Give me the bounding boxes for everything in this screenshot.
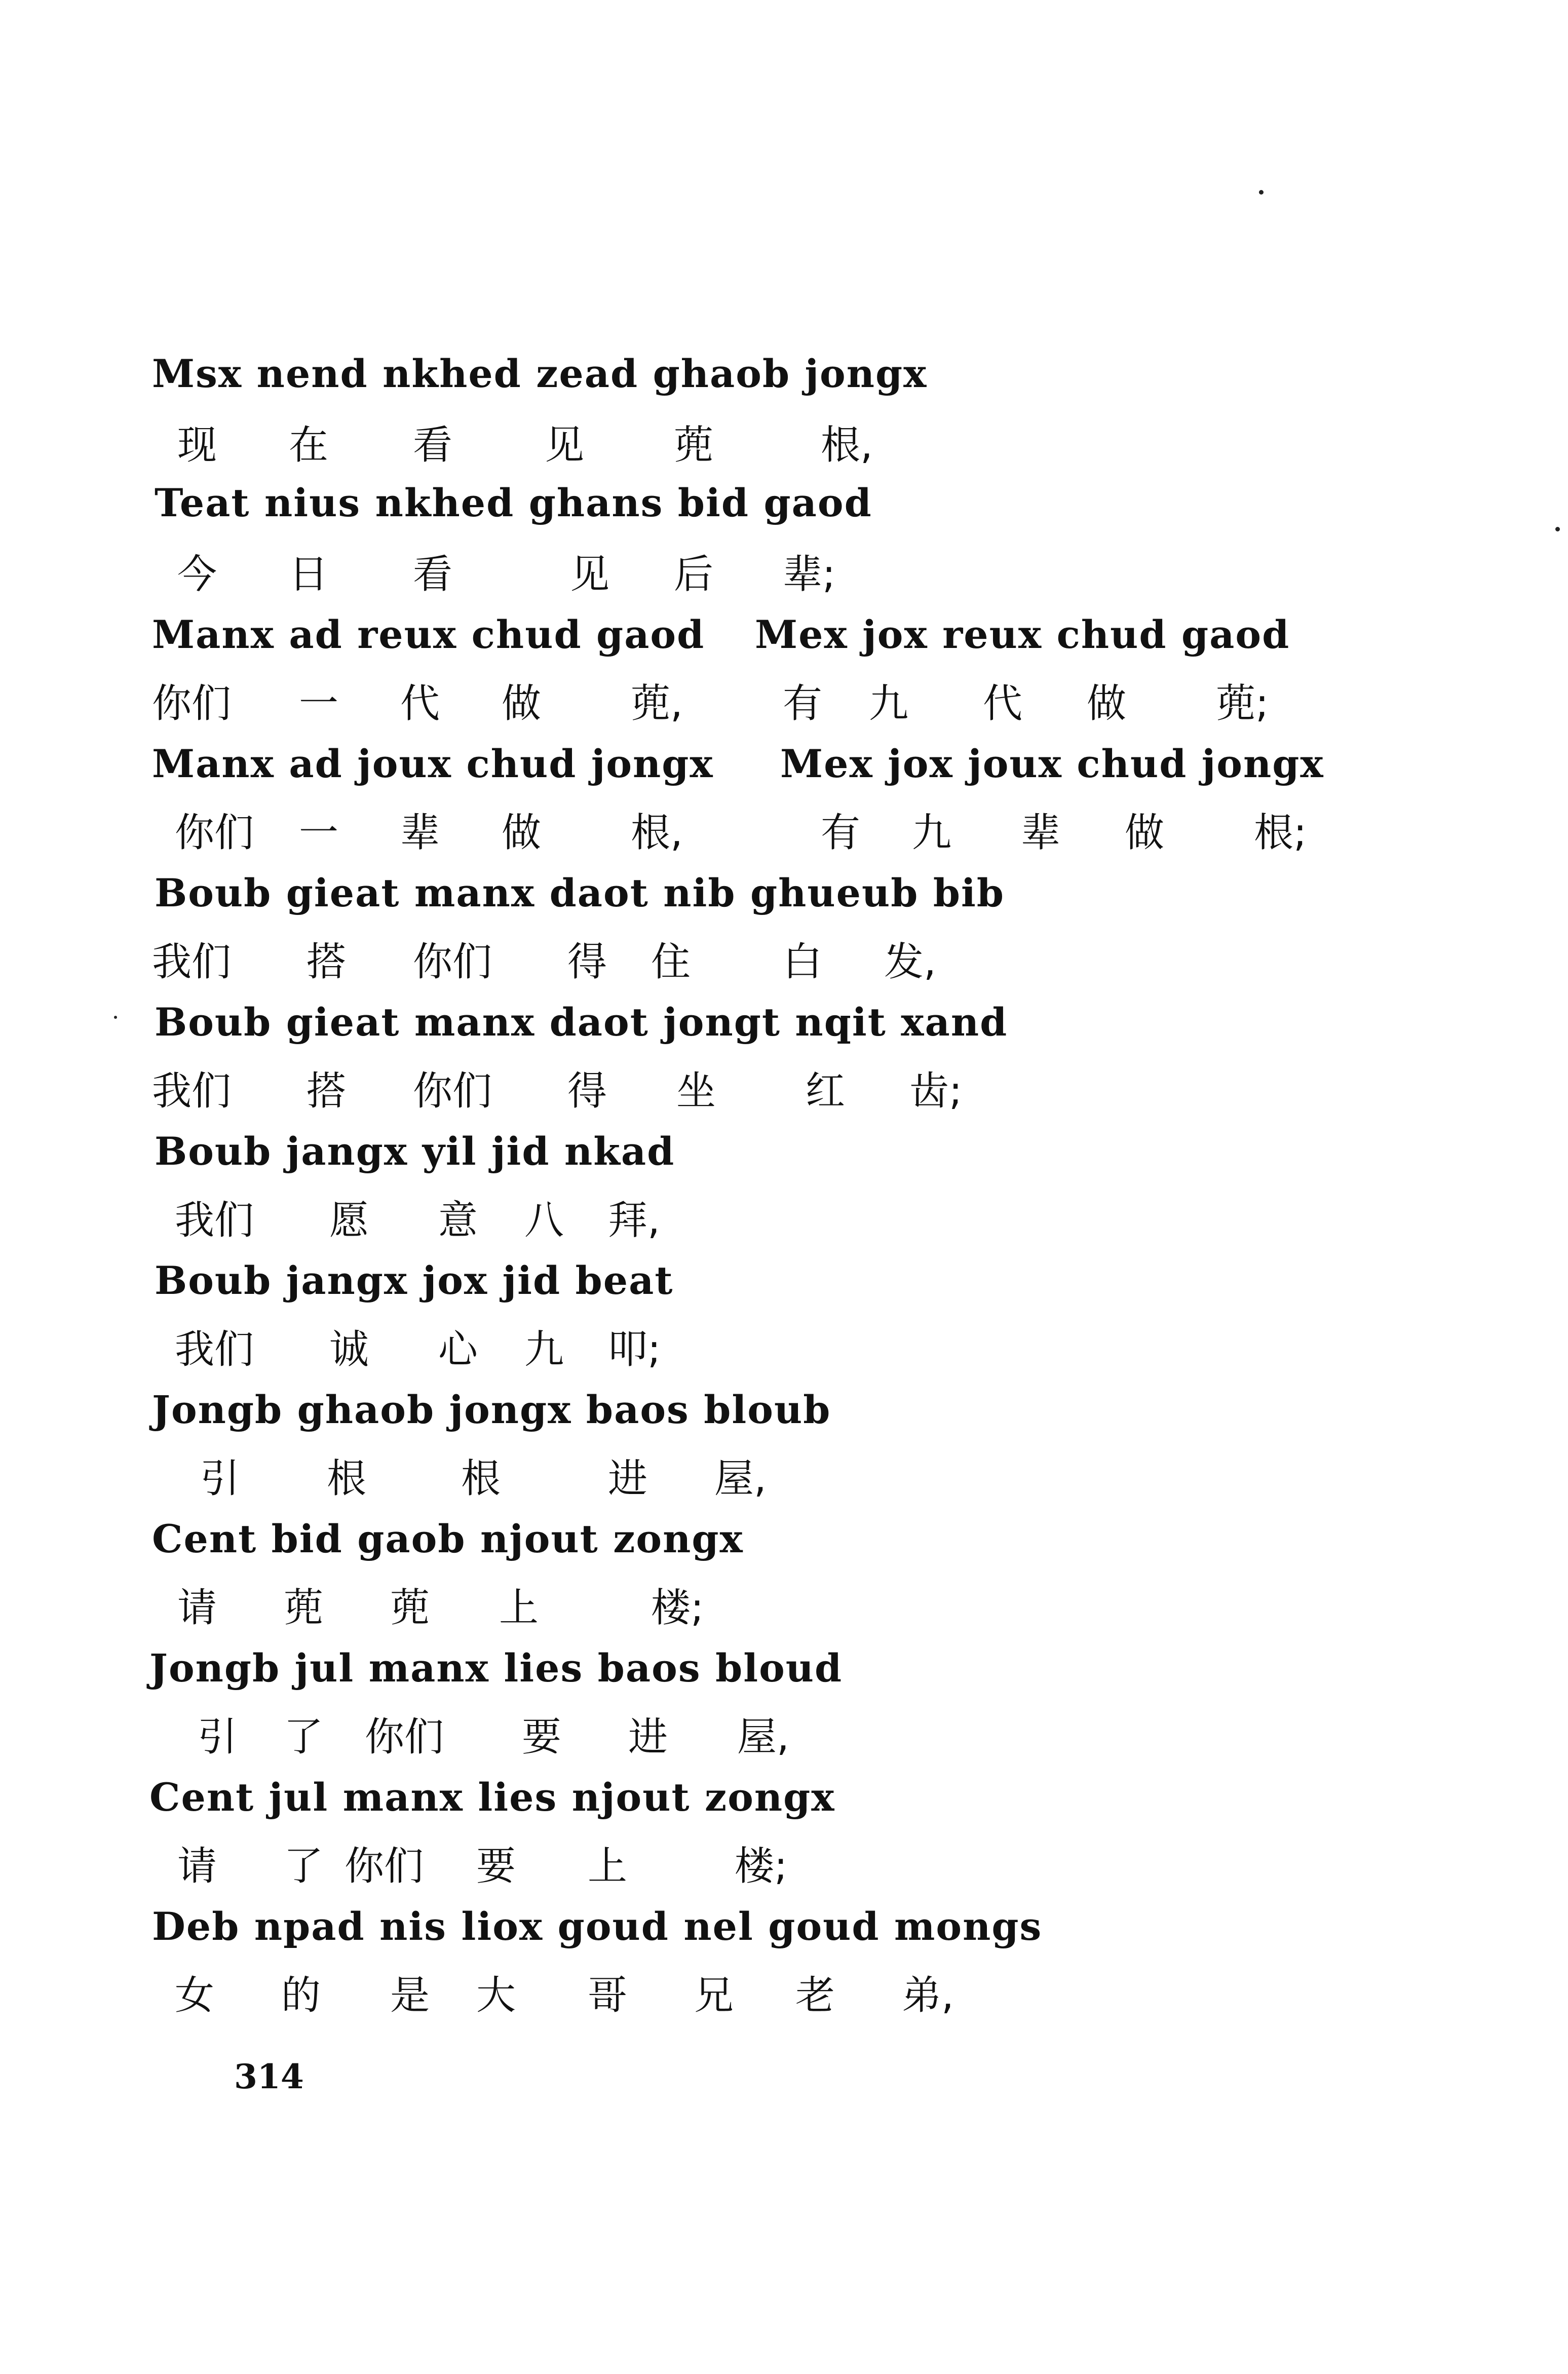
chinese-word: 屋, bbox=[737, 1714, 789, 1760]
scan-speck bbox=[1259, 190, 1264, 195]
chinese-word: 要 bbox=[522, 1714, 562, 1760]
chinese-word: 诚 bbox=[329, 1327, 369, 1372]
chinese-word: 叩; bbox=[608, 1327, 661, 1372]
chinese-word: 做 bbox=[1087, 681, 1127, 726]
chinese-word: 现 bbox=[177, 423, 217, 468]
chinese-word: 见 bbox=[545, 423, 585, 468]
chinese-word: 进 bbox=[608, 1456, 648, 1502]
romanized-text: Boub gieat manx daot jongt nqit xand bbox=[155, 1000, 1008, 1045]
chinese-word: 是 bbox=[390, 1973, 430, 2018]
page-number: 314 bbox=[234, 2057, 304, 2096]
romanized-text: Jongb ghaob jongx baos bloub bbox=[152, 1387, 831, 1432]
chinese-word: 老 bbox=[795, 1973, 835, 2018]
chinese-word: 辈 bbox=[400, 810, 440, 856]
chinese-word: 九 bbox=[524, 1327, 564, 1372]
romanized-text: Jongb jul manx lies baos bloud bbox=[149, 1645, 843, 1691]
chinese-word: 拜, bbox=[608, 1198, 660, 1243]
chinese-word: 做 bbox=[502, 681, 542, 726]
chinese-word: 红 bbox=[806, 1068, 846, 1114]
romanized-text: Boub gieat manx daot nib ghueub bib bbox=[155, 870, 1005, 915]
chinese-word: 弟, bbox=[902, 1973, 954, 2018]
chinese-word: 有 bbox=[821, 810, 861, 856]
chinese-word: 看 bbox=[413, 423, 453, 468]
chinese-word: 白 bbox=[783, 939, 823, 985]
chinese-word: 在 bbox=[289, 423, 329, 468]
chinese-word: 引 bbox=[200, 1456, 240, 1502]
chinese-word: 引 bbox=[198, 1714, 238, 1760]
chinese-word: 请 bbox=[177, 1844, 217, 1889]
chinese-word: 见 bbox=[570, 552, 610, 597]
chinese-word: 代 bbox=[400, 681, 440, 726]
chinese-word: 看 bbox=[413, 552, 453, 597]
chinese-word: 你们 bbox=[413, 1068, 492, 1114]
chinese-word: 蔸 bbox=[674, 423, 714, 468]
chinese-word: 请 bbox=[177, 1585, 217, 1631]
chinese-word: 哥 bbox=[588, 1973, 628, 2018]
chinese-word: 上 bbox=[588, 1844, 628, 1889]
chinese-word: 根 bbox=[461, 1456, 501, 1502]
chinese-word: 我们 bbox=[152, 1068, 232, 1114]
chinese-word: 蔸 bbox=[284, 1585, 324, 1631]
chinese-word: 我们 bbox=[175, 1327, 254, 1372]
chinese-word: 根; bbox=[1254, 810, 1307, 856]
romanized-text: Cent bid gaob njout zongx bbox=[152, 1516, 744, 1561]
chinese-word: 搭 bbox=[307, 1068, 347, 1114]
chinese-word: 九 bbox=[912, 810, 952, 856]
chinese-word: 意 bbox=[438, 1198, 478, 1243]
chinese-word: 心 bbox=[438, 1327, 478, 1372]
romanized-text: Teat nius nkhed ghans bid gaod bbox=[155, 480, 872, 525]
chinese-word: 辈 bbox=[1021, 810, 1061, 856]
chinese-word: 上 bbox=[499, 1585, 539, 1631]
chinese-word: 你们 bbox=[345, 1844, 424, 1889]
chinese-word: 进 bbox=[628, 1714, 668, 1760]
chinese-word: 九 bbox=[869, 681, 909, 726]
chinese-word: 了 bbox=[284, 1844, 324, 1889]
chinese-word: 后 bbox=[674, 552, 714, 597]
romanized-text: Manx ad joux chud jongx bbox=[152, 741, 714, 786]
chinese-word: 你们 bbox=[413, 939, 492, 985]
chinese-word: 根 bbox=[327, 1456, 367, 1502]
chinese-word: 根, bbox=[821, 423, 873, 468]
chinese-word: 代 bbox=[983, 681, 1023, 726]
chinese-word: 兄 bbox=[694, 1973, 734, 2018]
romanized-text: Boub jangx jox jid beat bbox=[155, 1258, 674, 1303]
chinese-word: 日 bbox=[289, 552, 329, 597]
chinese-word: 大 bbox=[476, 1973, 516, 2018]
chinese-word: 做 bbox=[502, 810, 542, 856]
chinese-word: 要 bbox=[476, 1844, 516, 1889]
chinese-word: 的 bbox=[281, 1973, 321, 2018]
chinese-word: 齿; bbox=[909, 1068, 963, 1114]
chinese-word: 蔸; bbox=[1216, 681, 1269, 726]
chinese-word: 女 bbox=[175, 1973, 215, 2018]
chinese-word: 得 bbox=[567, 1068, 607, 1114]
chinese-word: 得 bbox=[567, 939, 607, 985]
chinese-word: 八 bbox=[524, 1198, 564, 1243]
chinese-word: 我们 bbox=[152, 939, 232, 985]
chinese-word: 住 bbox=[651, 939, 691, 985]
chinese-word: 辈; bbox=[783, 552, 836, 597]
romanized-text: Mex jox reux chud gaod bbox=[755, 612, 1290, 657]
romanized-text: Manx ad reux chud gaod bbox=[152, 612, 705, 657]
chinese-word: 一 bbox=[299, 810, 339, 856]
chinese-word: 根, bbox=[631, 810, 683, 856]
chinese-word: 你们 bbox=[175, 810, 254, 856]
chinese-word: 做 bbox=[1125, 810, 1165, 856]
chinese-word: 蔸 bbox=[390, 1585, 430, 1631]
romanized-text: Cent jul manx lies njout zongx bbox=[149, 1775, 835, 1820]
chinese-word: 了 bbox=[284, 1714, 324, 1760]
scan-speck bbox=[1555, 527, 1560, 531]
chinese-word: 你们 bbox=[365, 1714, 444, 1760]
chinese-word: 蔸, bbox=[631, 681, 683, 726]
chinese-word: 搭 bbox=[307, 939, 347, 985]
chinese-word: 我们 bbox=[175, 1198, 254, 1243]
chinese-word: 有 bbox=[783, 681, 823, 726]
chinese-word: 坐 bbox=[676, 1068, 716, 1114]
scan-speck bbox=[114, 1016, 117, 1019]
chinese-word: 今 bbox=[177, 552, 217, 597]
chinese-word: 楼; bbox=[735, 1844, 788, 1889]
romanized-text: Boub jangx yil jid nkad bbox=[155, 1129, 675, 1174]
chinese-word: 你们 bbox=[152, 681, 232, 726]
chinese-word: 楼; bbox=[651, 1585, 704, 1631]
chinese-word: 一 bbox=[299, 681, 339, 726]
romanized-text: Mex jox joux chud jongx bbox=[780, 741, 1324, 786]
chinese-word: 愿 bbox=[329, 1198, 369, 1243]
romanized-text: Deb npad nis liox goud nel goud mongs bbox=[152, 1904, 1043, 1949]
chinese-word: 屋, bbox=[714, 1456, 767, 1502]
chinese-word: 发, bbox=[884, 939, 936, 985]
romanized-text: Msx nend nkhed zead ghaob jongx bbox=[152, 351, 928, 396]
